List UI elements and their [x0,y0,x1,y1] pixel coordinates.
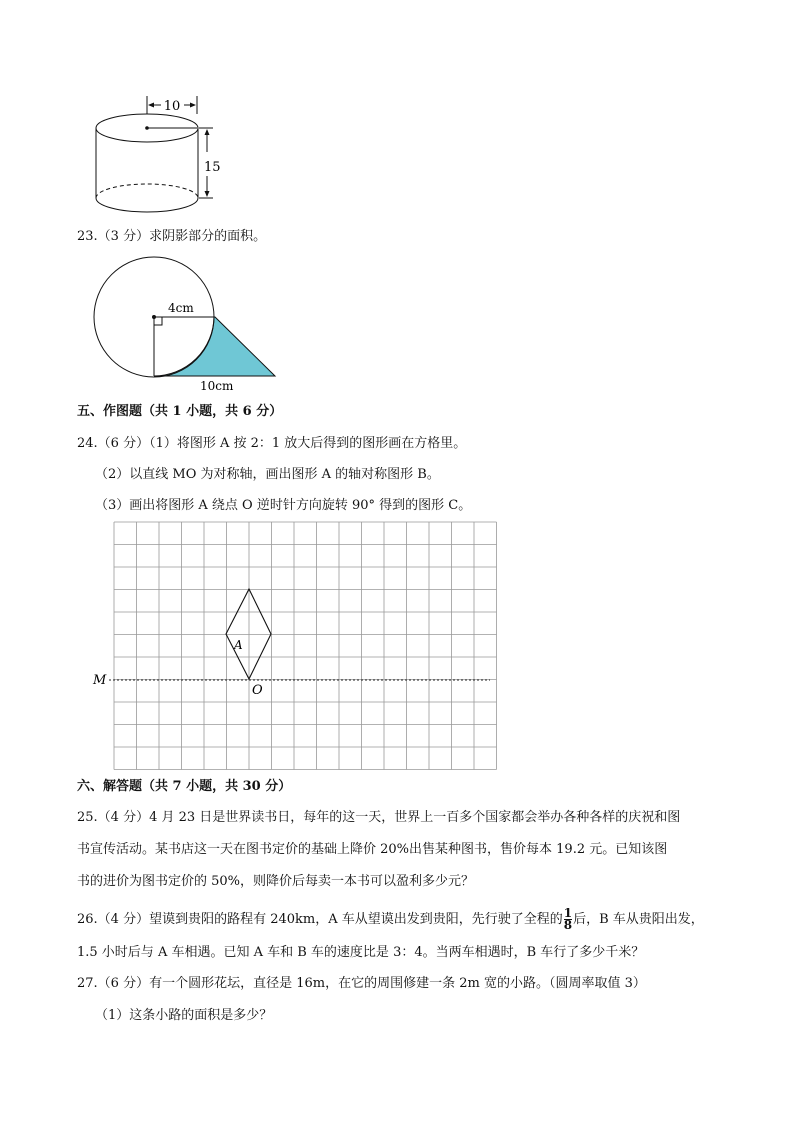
q25-line2: 书宣传活动。某书店这一天在图书定价的基础上降价 20%出售某种图书，售价每本 19.2 元。已知该图 [77,842,668,857]
q26-line1-a: 26.（4 分）望谟到贵阳的路程有 240km，A 车从望谟出发到贵阳，先行驶了全程的 [77,912,563,927]
q24-line2: （2）以直线 MO 为对称轴，画出图形 A 的轴对称图形 B。 [95,467,440,482]
circle-shade-figure [85,250,285,395]
q25-line1: 25.（4 分）4 月 23 日是世界读书日，每年的这一天，世界上一百多个国家都会举办各种各样的庆祝和图 [77,810,681,825]
cylinder-figure [85,90,225,220]
section5-heading: 五、作图题（共 1 小题，共 6 分） [77,404,283,419]
q27-line1: 27.（6 分）有一个圆形花坛，直径是 16m，在它的周围修建一条 2m 宽的小路。（圆周率取值 3） [77,976,646,991]
base-label: 10cm [200,379,234,393]
frac-den: 8 [563,918,573,932]
section6-heading: 六、解答题（共 7 小题，共 30 分） [77,779,292,794]
shape-A [226,589,271,679]
label-O: O [252,683,263,698]
q26-line1 [77,908,704,931]
frac-num: 1 [563,906,573,920]
q23-text: 23.（3 分）求阴影部分的面积。 [77,229,267,244]
q26-line2: 1.5 小时后与 A 车相遇。已知 A 车和 B 车的速度比是 3：4。当两车相遇时，B 车行了多少千米？ [77,945,645,960]
cylinder-height-dim: 15 [204,160,221,175]
cylinder-top-dim: 10 [163,99,181,114]
q26-line1-b: 后，B 车从贵阳出发， [573,912,704,927]
radius-label: 4cm [168,301,194,315]
label-M: M [93,673,107,688]
shaded-region [154,317,275,376]
q27-line2: （1）这条小路的面积是多少？ [95,1008,273,1023]
label-A: A [234,638,243,652]
fraction-one-eighth [564,908,572,931]
q24-line1: 24.（6 分）（1）将图形 A 按 2：1 放大后得到的图形画在方格里。 [77,436,467,451]
grid-figure [85,520,505,775]
q25-line3: 书的进价为图书定价的 50%，则降价后每卖一本书可以盈利多少元？ [77,874,475,889]
q24-line3: （3）画出将图形 A 绕点 O 逆时针方向旋转 90° 得到的图形 C。 [95,498,472,513]
